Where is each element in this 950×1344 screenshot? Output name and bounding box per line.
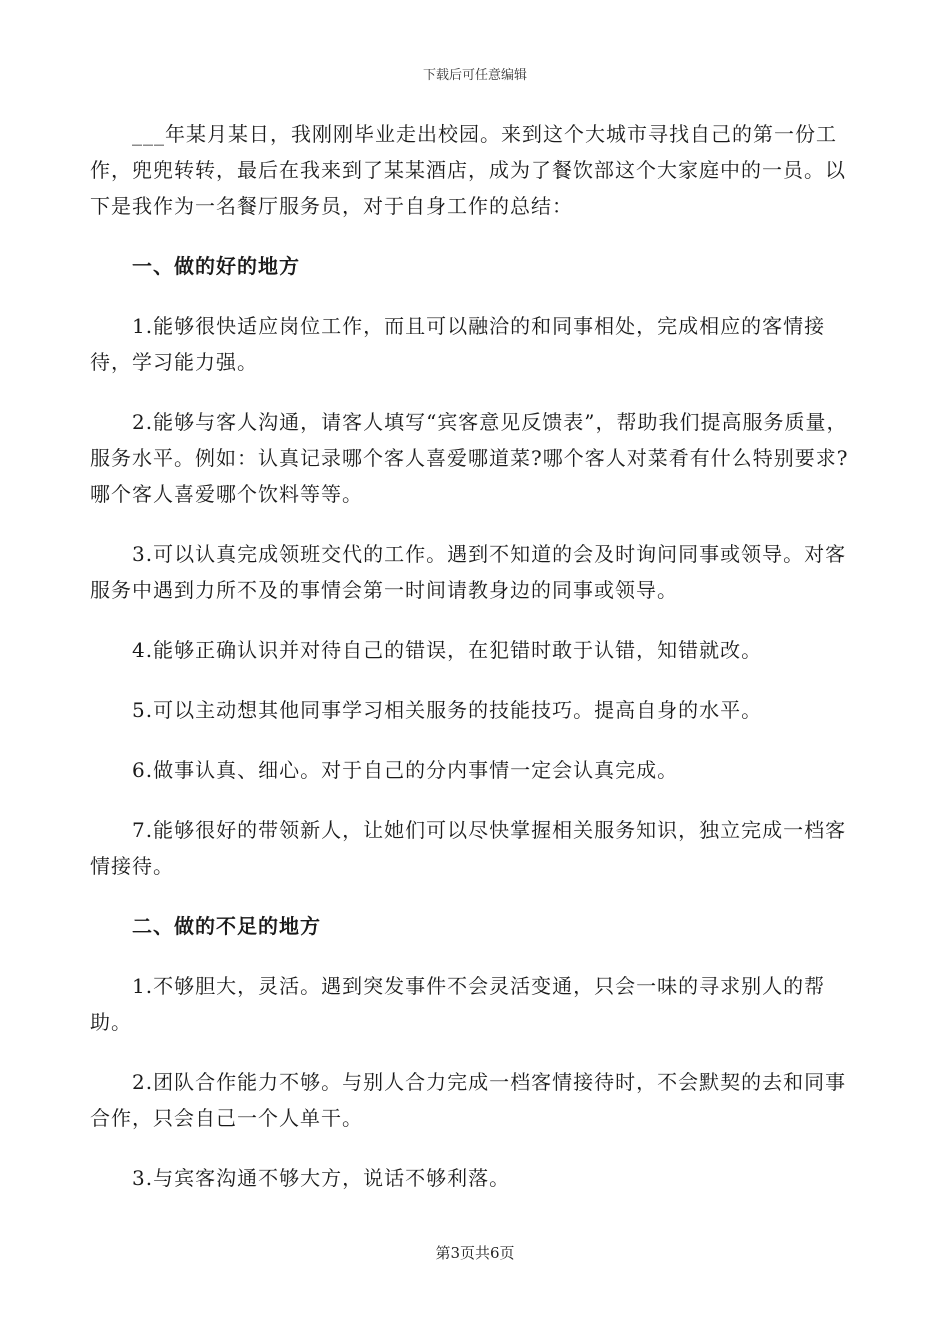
page-header: 下载后可任意编辑: [422, 68, 527, 83]
weakness-item-1: 1.不够胆大，灵活。遇到突发事件不会灵活变通，只会一味的寻求别人的帮助。: [90, 974, 826, 1034]
strength-item-6: 6.做事认真、细心。对于自己的分内事情一定会认真完成。: [132, 758, 679, 782]
section-heading-weaknesses: 二、做的不足的地方: [132, 914, 321, 938]
section-heading-strengths: 一、做的好的地方: [132, 254, 300, 278]
strength-item-7: 7.能够很好的带领新人，让她们可以尽快掌握相关服务知识，独立完成一档客情接待。: [90, 818, 847, 878]
intro-paragraph: ___年某月某日，我刚刚毕业走出校园。来到这个大城市寻找自己的第一份工作，兜兜转转，最后在我来到了某某酒店，成为了餐饮部这个大家庭中的一员。以下是我作为一名餐厅服务员，对于自身工作的总结：: [90, 122, 846, 218]
page-footer: 第3页共6页: [435, 1244, 515, 1262]
strength-item-2: 2.能够与客人沟通，请客人填写“宾客意见反馈表”，帮助我们提高服务质量，服务水平。例如：认真记录哪个客人喜爱哪道菜?哪个客人对菜肴有什么特别要求?哪个客人喜爱哪个饮料等等。: [90, 410, 849, 506]
document-body: [90, 116, 860, 1196]
strength-item-1: 1.能够很快适应岗位工作，而且可以融洽的和同事相处，完成相应的客情接待，学习能力强。: [90, 314, 826, 374]
strength-item-3: 3.可以认真完成领班交代的工作。遇到不知道的会及时询问同事或领导。对客服务中遇到力所不及的事情会第一时间请教身边的同事或领导。: [90, 542, 847, 602]
strength-item-4: 4.能够正确认识并对待自己的错误，在犯错时敢于认错，知错就改。: [132, 638, 763, 662]
weakness-item-3: 3.与宾客沟通不够大方，说话不够利落。: [132, 1166, 511, 1190]
weakness-item-2: 2.团队合作能力不够。与别人合力完成一档客情接待时，不会默契的去和同事合作，只会自己一个人单干。: [90, 1070, 847, 1130]
strength-item-5: 5.可以主动想其他同事学习相关服务的技能技巧。提高自身的水平。: [132, 698, 763, 722]
